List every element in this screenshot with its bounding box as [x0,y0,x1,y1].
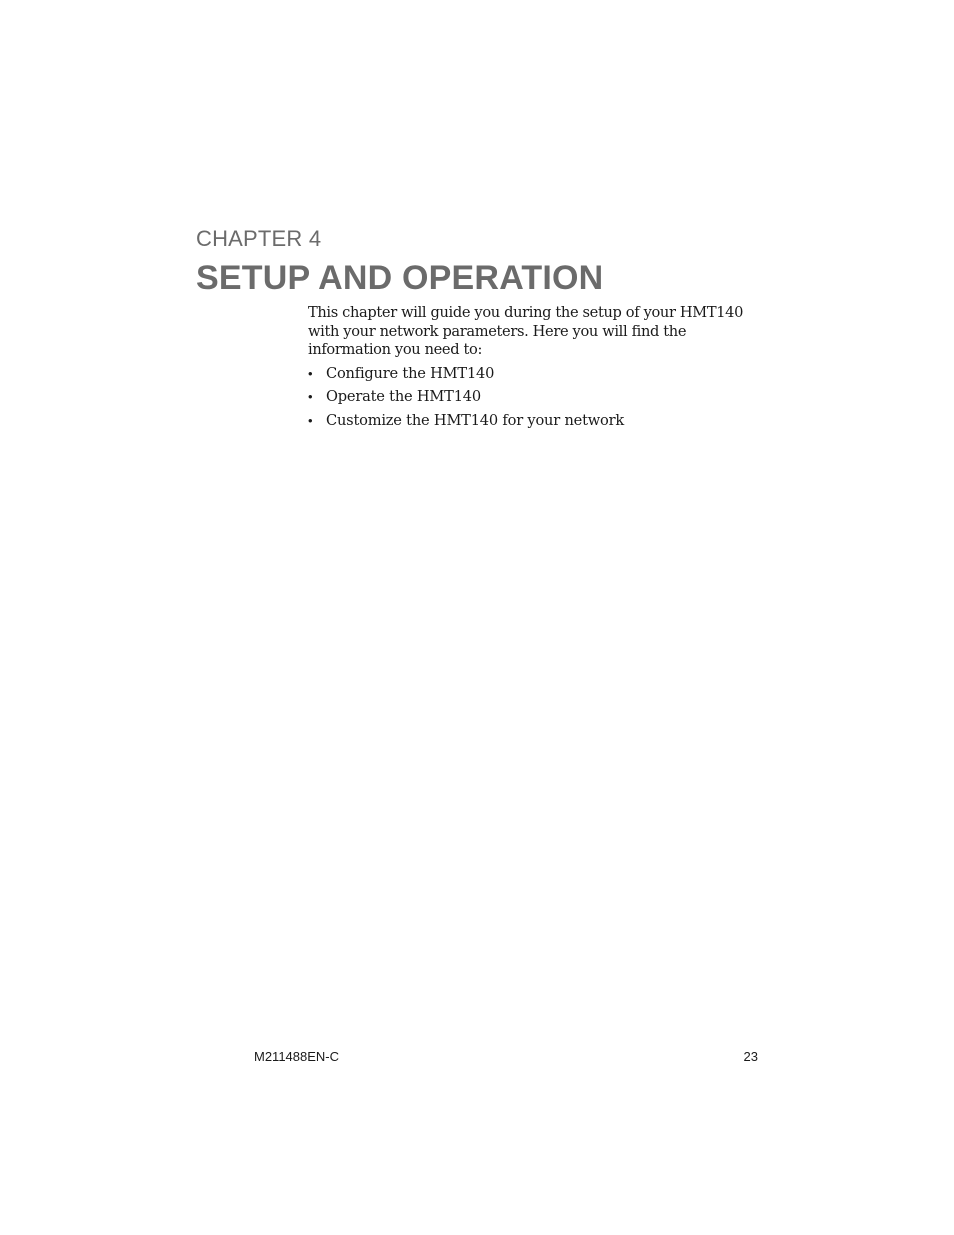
bullet-icon: • [308,389,313,404]
footer-doc-id: M211488EN-C [254,1049,340,1064]
chapter-title: SETUP AND OPERATION [196,259,604,297]
list-item-text: Operate the HMT140 [326,388,481,405]
bullet-icon: • [308,412,313,428]
footer-page-number: 23 [743,1049,758,1064]
list-item-text: Configure the HMT140 [326,364,495,382]
list-item [308,412,763,431]
list-item-text: Customize the HMT140 for your network [326,411,625,429]
bullet-icon: • [308,365,313,381]
intro-paragraph: This chapter will guide you during the setup of your HMT140 with your network parameters. Here you will find the information you need to: [308,304,744,358]
chapter-label: CHAPTER 4 [196,226,322,251]
list-item [308,365,763,384]
list-item [308,388,763,407]
topic-list [308,365,763,431]
chapter-intro-section [308,304,763,430]
